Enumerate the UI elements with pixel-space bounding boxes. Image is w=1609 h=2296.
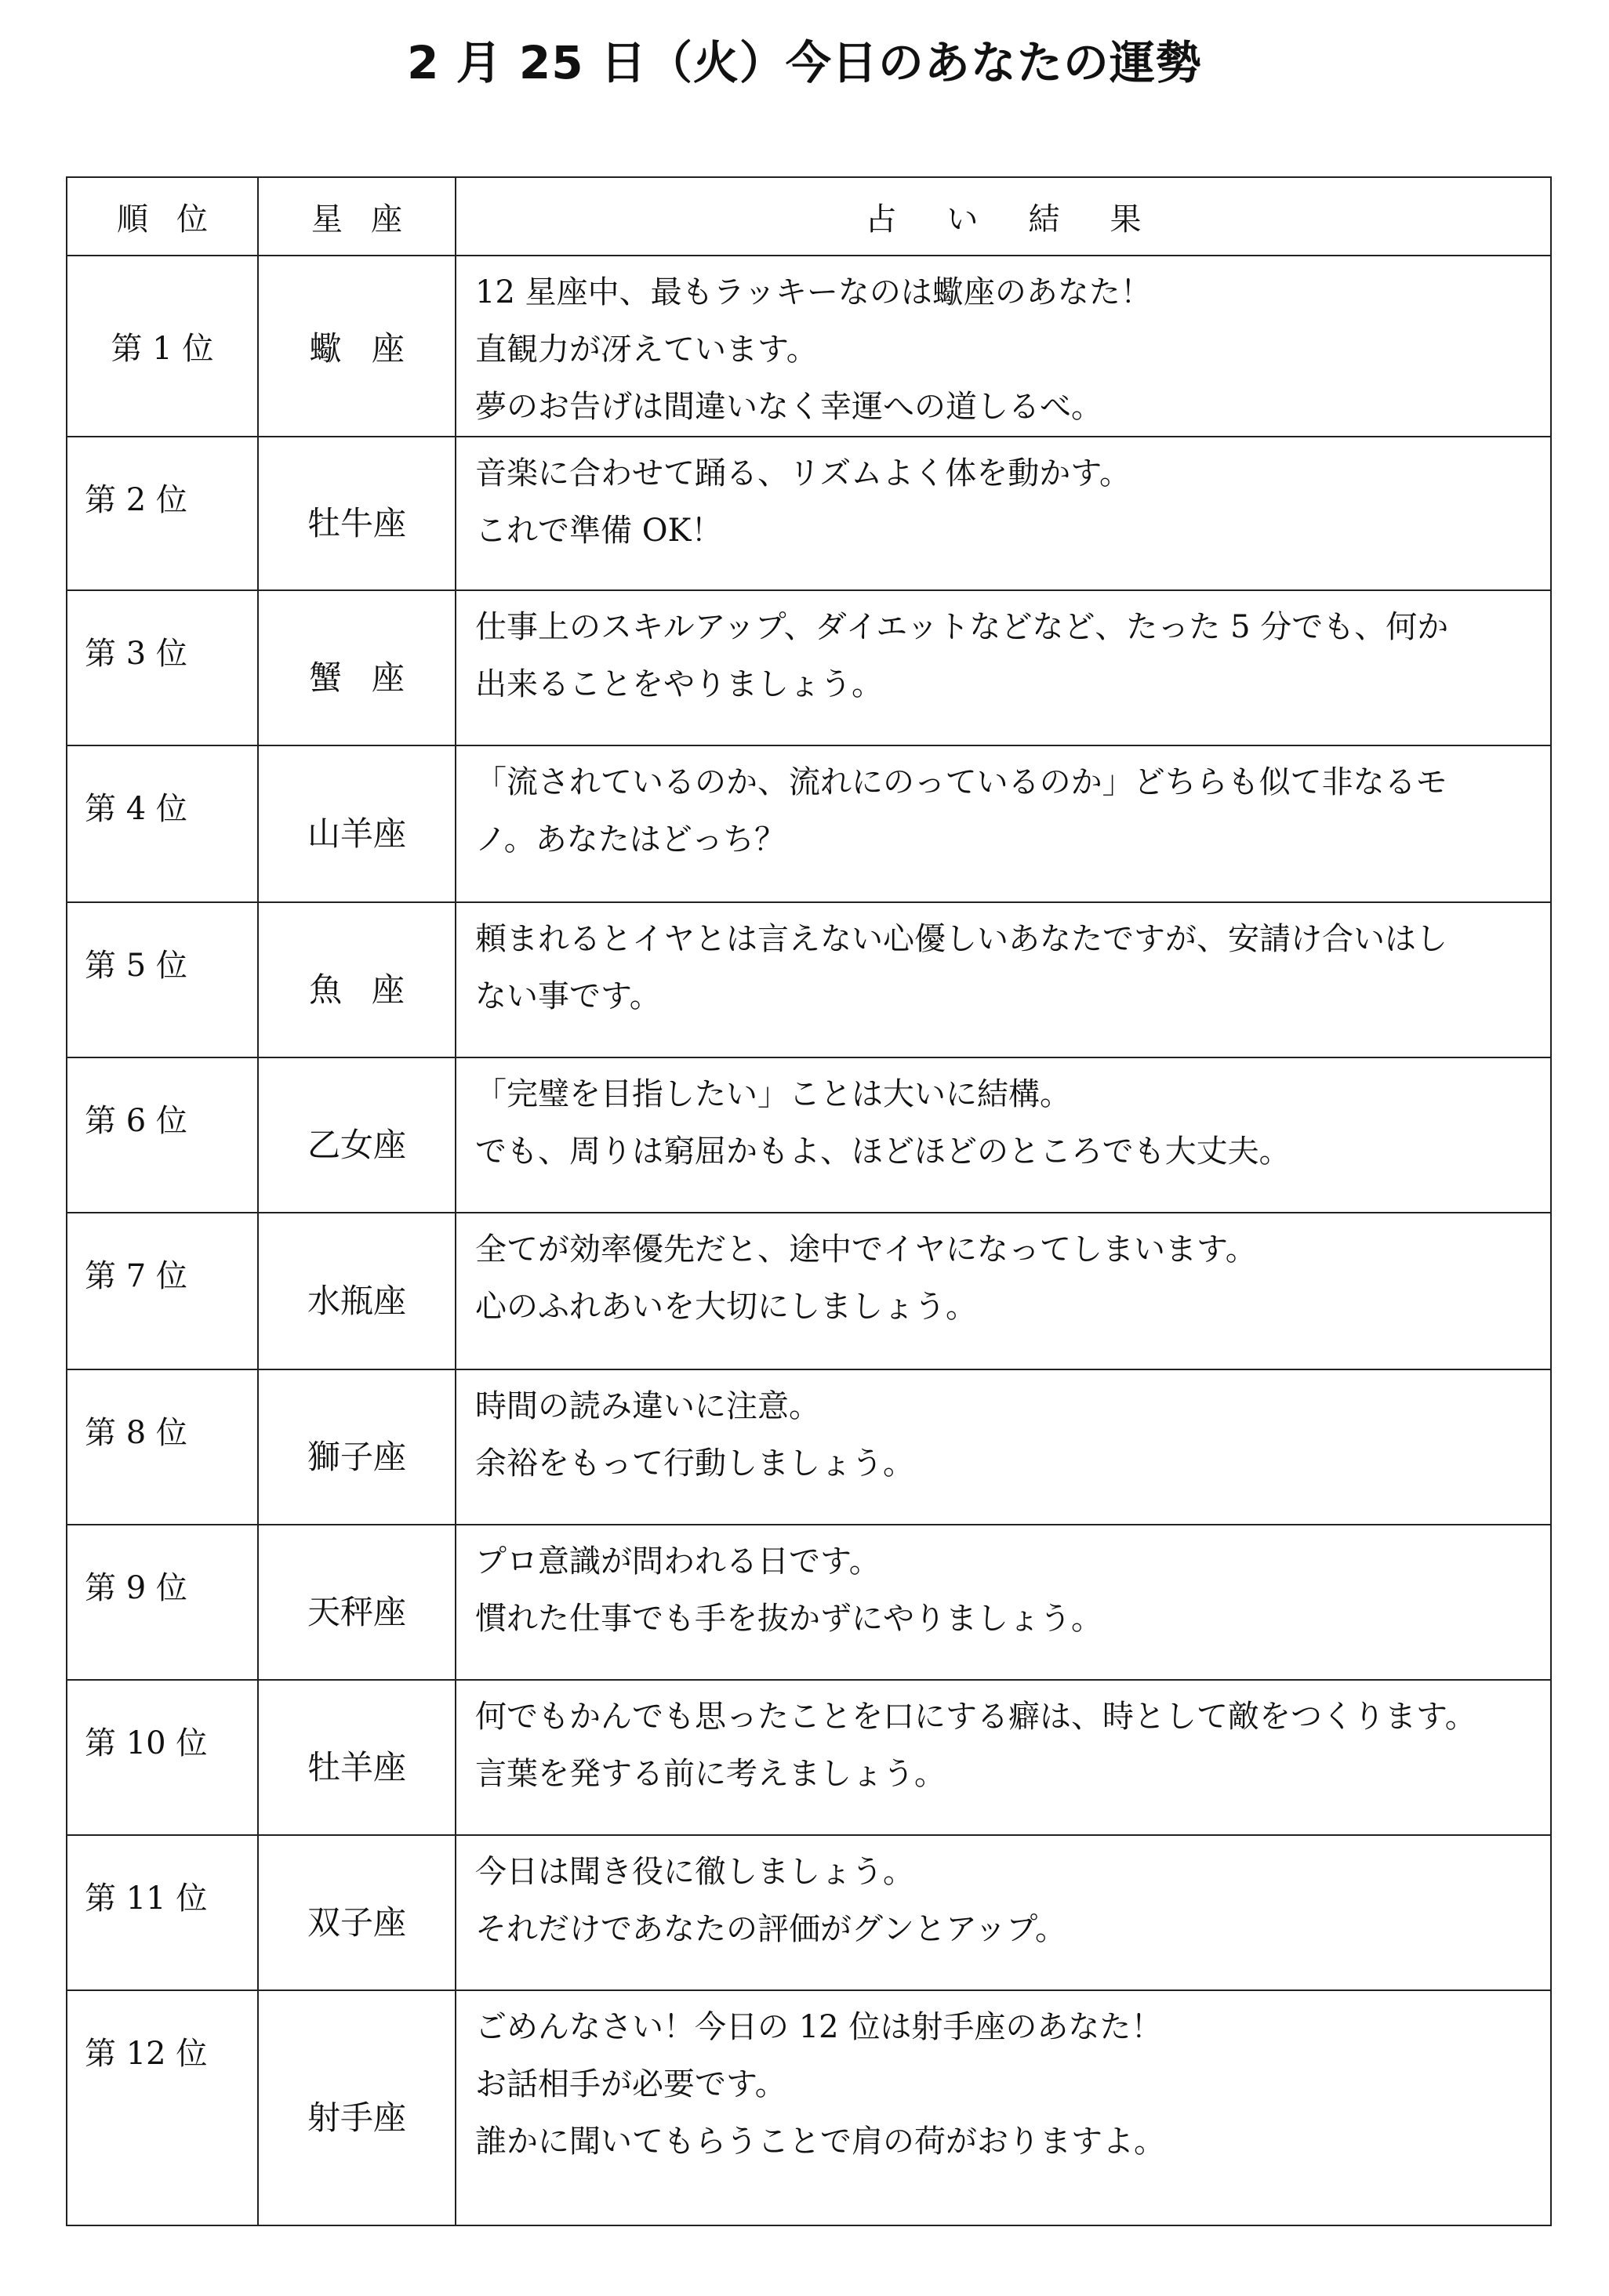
fortune-text-line: 直観力が冴えています。: [475, 332, 818, 368]
rank-cell: 第 3 位: [67, 590, 258, 745]
table-row: [67, 437, 1551, 590]
fortune-text-line: 余裕をもって行動しましょう。: [475, 1445, 914, 1482]
page-title: 2 月 25 日（火）今日のあなたの運勢: [407, 36, 1202, 89]
fortune-text-line: 「完璧を目指したい」ことは大いに結構。: [475, 1076, 1071, 1112]
fortune-text-line: でも、周りは窮屈かもよ、ほどほどのところでも大丈夫。: [475, 1133, 1291, 1170]
zodiac-sign-cell: [258, 902, 456, 1057]
fortune-result-cell: [456, 902, 1551, 1057]
fortune-result-cell: [456, 1835, 1551, 1990]
fortune-result-cell: [456, 1369, 1551, 1525]
zodiac-sign-cell: [258, 1525, 456, 1680]
zodiac-sign-label: 天秤座: [307, 1593, 406, 1631]
table-row: [67, 1990, 1551, 2225]
zodiac-sign-cell: [258, 1369, 456, 1525]
zodiac-sign-cell: [258, 1057, 456, 1213]
table-row: [67, 745, 1551, 902]
header-sign-label: 星座: [311, 201, 430, 238]
zodiac-sign-label: 獅子座: [307, 1438, 406, 1476]
header-rank: [67, 177, 258, 256]
zodiac-sign-label: 魚座: [309, 970, 434, 1009]
header-sign: [258, 177, 456, 256]
zodiac-sign-label: 牡羊座: [307, 1748, 406, 1786]
fortune-text-line: 誰かに聞いてもらうことで肩の荷がおりますよ。: [475, 2124, 1165, 2160]
fortune-text-line: プロ意識が問われる日です。: [475, 1543, 881, 1580]
rank-cell: 第 10 位: [67, 1680, 258, 1835]
zodiac-sign-label: 射手座: [307, 2098, 406, 2137]
fortune-text-line: これで準備 OK！: [475, 513, 723, 549]
table-row: [67, 1680, 1551, 1835]
table-row: [67, 1213, 1551, 1369]
zodiac-sign-label: 乙女座: [307, 1126, 406, 1164]
fortune-result-cell: [456, 1525, 1551, 1680]
rank-cell: 第 5 位: [67, 902, 258, 1057]
table-row: [67, 256, 1551, 437]
rank-cell: 第 7 位: [67, 1213, 258, 1369]
fortune-text-line: ノ。あなたはどっち？: [475, 822, 786, 858]
zodiac-sign-label: 牡牛座: [307, 504, 406, 542]
zodiac-sign-cell: [258, 590, 456, 745]
zodiac-sign-cell: [258, 745, 456, 902]
fortune-table: [66, 176, 1552, 2226]
fortune-text-line: 頼まれるとイヤとは言えない心優しいあなたですが、安請け合いはし: [475, 921, 1447, 957]
rank-cell: 第 2 位: [67, 437, 258, 590]
fortune-result-cell: [456, 256, 1551, 437]
fortune-result-cell: [456, 590, 1551, 745]
header-result-label: 占い結果: [865, 201, 1192, 238]
fortune-text-line: 仕事上のスキルアップ、ダイエットなどなど、たった 5 分でも、何か: [475, 609, 1449, 645]
fortune-result-cell: [456, 437, 1551, 590]
rank-cell: 第 1 位: [67, 256, 258, 437]
table-header-row: [67, 177, 1551, 256]
fortune-result-cell: [456, 1213, 1551, 1369]
fortune-result-cell: [456, 1990, 1551, 2225]
fortune-text-line: 慣れた仕事でも手を抜かずにやりましょう。: [475, 1601, 1102, 1637]
table-row: [67, 1525, 1551, 1680]
rank-cell: 第 11 位: [67, 1835, 258, 1990]
zodiac-sign-label: 山羊座: [307, 814, 406, 853]
fortune-result-cell: [456, 1680, 1551, 1835]
table-body: [67, 256, 1551, 2225]
header-rank-label: 順位: [117, 201, 236, 238]
rank-cell: 第 6 位: [67, 1057, 258, 1213]
table-row: [67, 1835, 1551, 1990]
fortune-result-cell: [456, 745, 1551, 902]
fortune-text-line: それだけであなたの評価がグンとアップ。: [475, 1911, 1066, 1947]
table-row: [67, 902, 1551, 1057]
zodiac-sign-label: 蟹座: [309, 658, 434, 697]
zodiac-sign-cell: [258, 1213, 456, 1369]
fortune-text-line: 心のふれあいを大切にしましょう。: [475, 1289, 977, 1325]
table-row: [67, 1369, 1551, 1525]
fortune-result-cell: [456, 1057, 1551, 1213]
zodiac-sign-cell: [258, 437, 456, 590]
rank-cell: 第 12 位: [67, 1990, 258, 2225]
zodiac-sign-label: 双子座: [307, 1903, 406, 1942]
fortune-text-line: ない事です。: [475, 978, 661, 1014]
fortune-text-line: 言葉を発する前に考えましょう。: [475, 1756, 946, 1792]
table-row: [67, 590, 1551, 745]
zodiac-sign-cell: [258, 256, 456, 437]
zodiac-sign-label: 水瓶座: [307, 1282, 406, 1320]
fortune-text-line: 今日は聞き役に徹しましょう。: [475, 1854, 914, 1890]
fortune-text-line: お話相手が必要です。: [475, 2066, 786, 2102]
rank-cell: 第 4 位: [67, 745, 258, 902]
zodiac-sign-cell: [258, 1680, 456, 1835]
fortune-text-line: 音楽に合わせて踊る、リズムよく体を動かす。: [475, 455, 1131, 491]
fortune-text-line: ごめんなさい！今日の 12 位は射手座のあなた！: [475, 2009, 1163, 2045]
fortune-text-line: 「流されているのか、流れにのっているのか」どちらも似て非なるモ: [475, 764, 1447, 800]
zodiac-sign-label: 蠍座: [309, 328, 434, 368]
fortune-text-line: 12 星座中、最もラッキーなのは蠍座のあなた！: [475, 274, 1152, 310]
rank-cell: 第 9 位: [67, 1525, 258, 1680]
rank-cell: 第 8 位: [67, 1369, 258, 1525]
header-result: [456, 177, 1551, 256]
fortune-text-line: 何でもかんでも思ったことを口にする癖は、時として敵をつくります。: [475, 1699, 1476, 1735]
fortune-text-line: 全てが効率優先だと、途中でイヤになってしまいます。: [475, 1231, 1257, 1268]
zodiac-sign-cell: [258, 1835, 456, 1990]
fortune-text-line: 出来ることをやりましょう。: [475, 666, 883, 702]
table-row: [67, 1057, 1551, 1213]
fortune-text-line: 時間の読み違いに注意。: [475, 1388, 820, 1424]
fortune-text-line: 夢のお告げは間違いなく幸運への道しるべ。: [475, 389, 1102, 425]
zodiac-sign-cell: [258, 1990, 456, 2225]
